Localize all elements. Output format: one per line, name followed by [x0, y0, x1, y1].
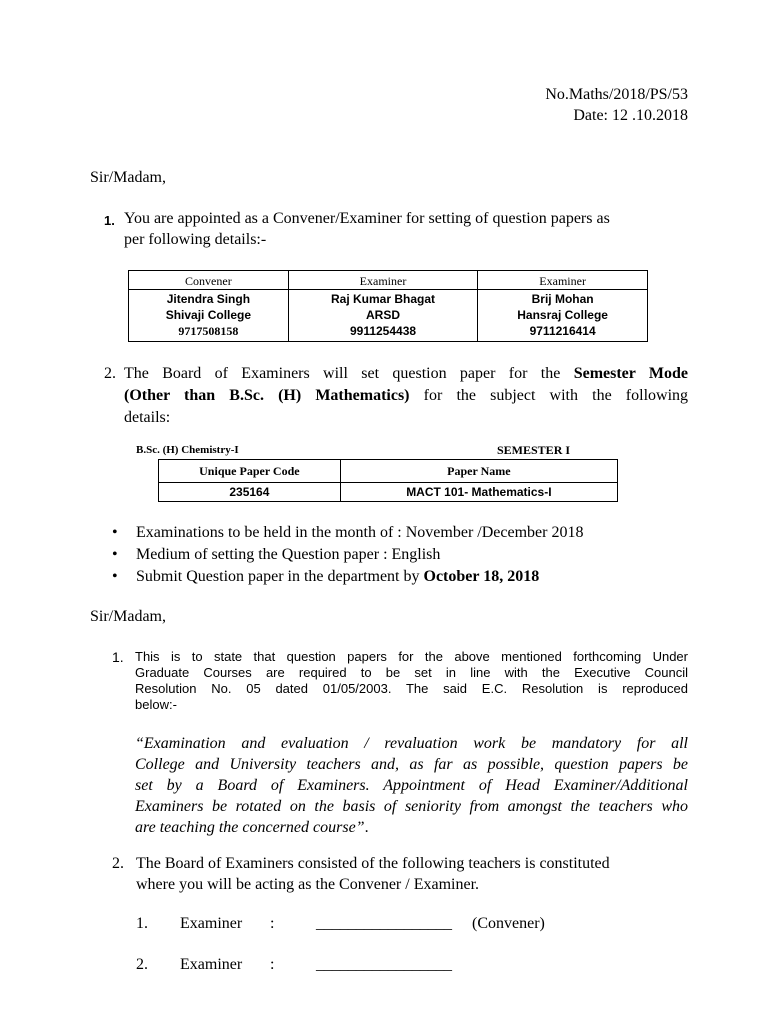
- bullet-exam-month: [112, 522, 583, 544]
- quote-end: .: [364, 819, 369, 836]
- bullet-medium: [112, 544, 583, 566]
- appointment-line-1: You are appointed as a Convener/Examiner for setting of question papers as: [124, 210, 610, 227]
- letter-header: [440, 84, 688, 126]
- ec-resolution-paragraph: [112, 649, 688, 713]
- examiners-header-row: [129, 271, 648, 290]
- board-note: (Convener): [472, 915, 545, 932]
- item-number: 2.: [104, 365, 116, 382]
- convener-phone: 9717508158: [178, 324, 239, 338]
- paper-row: [159, 483, 618, 502]
- item-number: 2.: [112, 855, 124, 872]
- ec-line-1: This is to state that question papers for the above mentioned forthcoming Under: [135, 649, 688, 664]
- examiner-1-cell: [288, 290, 477, 342]
- header-paper-code: Unique Paper Code: [159, 460, 341, 483]
- board-num: 2.: [136, 956, 148, 973]
- header-convener: Convener: [129, 271, 289, 290]
- board-line-1-text: The Board of Examiners will set question paper for the: [124, 365, 561, 382]
- appointment-line-2: per following details:-: [124, 231, 267, 248]
- semester-label: SEMESTER I: [497, 443, 571, 457]
- board-role: Examiner: [180, 956, 243, 973]
- appointment-paragraph: [104, 208, 694, 250]
- examiner-1-phone: 9911254438: [349, 324, 417, 338]
- board-line-2: [124, 385, 688, 407]
- convener-college: Shivaji College: [165, 308, 252, 322]
- salutation-2: Sir/Madam,: [90, 608, 166, 625]
- board-constituted-paragraph: [112, 853, 692, 895]
- constituted-line-2: where you will be acting as the Convener / Examiner.: [136, 876, 480, 893]
- semester-mode-text: Semester Mode: [573, 365, 689, 382]
- item-number: 1.: [112, 649, 124, 665]
- exam-bullets: [112, 522, 583, 588]
- quote-line-5-text: are teaching the concerned course”: [135, 819, 365, 836]
- reference-number: No.Maths/2018/PS/53: [545, 86, 688, 103]
- examiner-2-cell: [478, 290, 648, 342]
- paper-header-row: [159, 460, 618, 483]
- quote-line-1: “Examination and evaluation / revaluation work be mandatory for all: [135, 735, 688, 752]
- bullet-glyph: •: [112, 524, 118, 541]
- ec-line-4: below:-: [135, 697, 177, 712]
- bullet-medium-text: Medium of setting the Question paper : English: [136, 546, 441, 563]
- letter-date: Date: 12 .10.2018: [573, 107, 688, 124]
- examiner-1-name: Raj Kumar Bhagat: [330, 292, 436, 306]
- item-number: 1.: [104, 213, 115, 228]
- quote-line-2: College and University teachers and, as far as possible, question papers be: [135, 756, 688, 773]
- board-blank: _________________: [316, 915, 452, 932]
- quote-line-5: [135, 817, 688, 838]
- header-paper-name: Paper Name: [340, 460, 617, 483]
- quote-line-3: set by a Board of Examiners. Appointment of Head Examiner/Additional: [135, 777, 688, 794]
- quote-line-4: Examiners be rotated on the basis of seniority from amongst the teachers who: [135, 798, 688, 815]
- convener-cell: [129, 290, 289, 342]
- examiner-1-college: ARSD: [366, 308, 401, 322]
- constituted-line-1: The Board of Examiners consisted of the following teachers is constituted: [136, 855, 610, 872]
- board-line-3: details:: [124, 409, 171, 426]
- ec-resolution-quote: [135, 733, 688, 838]
- submit-deadline: October 18, 2018: [423, 568, 540, 585]
- board-blank: _________________: [316, 956, 452, 973]
- bullet-submit: [112, 566, 583, 588]
- salutation-1: Sir/Madam,: [90, 169, 166, 186]
- examiner-2-college: Hansraj College: [517, 308, 608, 322]
- convener-name: Jitendra Singh: [166, 292, 251, 306]
- paper-name: MACT 101- Mathematics-I: [340, 483, 617, 502]
- board-line-2-text: for the subject with the following: [423, 387, 689, 404]
- other-than-text: (Other than B.Sc. (H) Mathematics): [124, 387, 410, 404]
- bullet-glyph: •: [112, 546, 118, 563]
- board-colon: :: [270, 915, 275, 932]
- board-num: 1.: [136, 915, 148, 932]
- bullet-submit-text: Submit Question paper in the department by: [136, 568, 420, 585]
- ec-line-2: Graduate Courses are required to be set in line with the Executive Council: [135, 665, 688, 680]
- bullet-exam-month-text: Examinations to be held in the month of : November /December 2018: [136, 524, 584, 541]
- paper-table: [158, 459, 618, 502]
- examiners-table: [128, 270, 648, 342]
- examiners-details-row: [129, 290, 648, 342]
- course-label: B.Sc. (H) Chemistry-I: [136, 444, 239, 456]
- header-examiner-1: Examiner: [288, 271, 477, 290]
- board-role: Examiner: [180, 915, 243, 932]
- bullet-glyph: •: [112, 568, 118, 585]
- examiner-2-phone: 9711216414: [529, 324, 596, 338]
- header-examiner-2: Examiner: [478, 271, 648, 290]
- board-line-1: [124, 363, 688, 385]
- examiner-2-name: Brij Mohan: [531, 292, 594, 306]
- ec-line-3: Resolution No. 05 dated 01/05/2003. The said E.C. Resolution is reproduced: [135, 681, 688, 696]
- board-colon: :: [270, 956, 275, 973]
- board-paragraph: [104, 363, 688, 429]
- paper-code: 235164: [159, 483, 341, 502]
